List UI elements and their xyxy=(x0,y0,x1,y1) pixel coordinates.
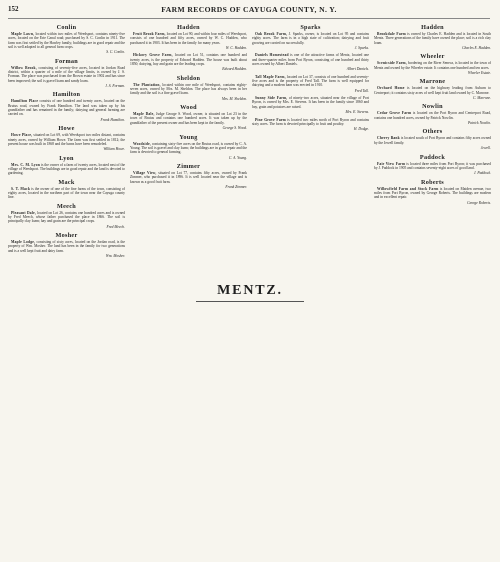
farm-name: Maple Lawn, xyxy=(11,32,35,36)
farm-description: situated on Lot 77, contains fifty acres, owned by Frank Zimmer, who purchased it in 1896. It is well located near the village and is known as a good fruit farm. xyxy=(130,170,247,184)
section-heading: Roberts xyxy=(420,178,445,186)
farm-entry xyxy=(8,163,125,176)
farm-owner: Fred Meech. xyxy=(106,224,125,229)
farm-name: Maple Lodge, xyxy=(11,239,36,244)
farm-description: bordering on the River Seneca, is located in the town of Mentz and owned by the Wheeler estate. It contains one hundred and ten acres. xyxy=(374,61,491,70)
farm-name: Brookdale Farm xyxy=(377,32,406,36)
section-heading: Sheldon xyxy=(176,74,201,82)
farm-description: is located three miles from Port Byron; it was purchased by J. Paddock in 1905 and contains seventy-eight acres of good land. xyxy=(374,161,491,170)
farm-description: is the owner of one of the fine farms of the town, consisting of eighty acres, located in the northern part of the town near the Cayuga county line. xyxy=(8,186,125,200)
farm-owner: William Howe. xyxy=(103,147,125,152)
page-title: FARM RECORDS OF CAYUGA COUNTY, N. Y. xyxy=(161,5,337,14)
farm-description: is located on the highway leading from Auburn to Centreport; it contains sixty acres of well kept fruit land owned by C. Marrone. xyxy=(374,86,491,95)
farm-owner: Charles E. Hadden. xyxy=(462,46,491,51)
farm-owner: Frank Zimmer. xyxy=(225,184,247,189)
farm-name: Willow Brook, xyxy=(11,65,37,70)
farm-description: is located on Maiden avenue, two miles from Port Byron, owned by George Roberts. The buildings are modern and in excellent repair. xyxy=(374,186,491,200)
section-heading: Wood xyxy=(180,104,197,112)
farm-entry xyxy=(130,83,247,96)
farm-entry xyxy=(374,61,491,70)
farm-name: Fair View Farm xyxy=(377,161,406,166)
section-heading: Meech xyxy=(56,202,77,210)
farm-description: consisting of sixty acres, located on the Jordan road, is the property of Wm. Mosher. The land has been in the family for two generations and is a well kept fruit and dairy farm. xyxy=(8,239,125,253)
section-heading: Marrone xyxy=(419,78,446,86)
farm-name: Fruit Brook Farm, xyxy=(133,32,166,36)
farm-owner: S. C. Conlin. xyxy=(106,50,125,55)
farm-description: located on Lot 37, consists of one hundred and seventy-five acres and is the property of Fred Tall. The farm is well equipped for dairying and a modern barn was erected in 1910. xyxy=(252,74,369,88)
farm-entry xyxy=(8,211,125,224)
town-heading: MENTZ. xyxy=(217,283,283,298)
farm-name: Mrs. C. M. Lyon xyxy=(11,162,41,167)
farm-name: Pine Grove Farm xyxy=(255,117,286,122)
farm-entry xyxy=(252,53,369,66)
farm-entry xyxy=(8,133,125,146)
section-heading: Howe xyxy=(58,125,75,133)
farm-description: located within one mile of Weedsport, contains eighty-seven acres, owned by Mrs. M. Sheldon. The place has always been in her family and the soil is a fine gravel loam. xyxy=(130,82,247,96)
farm-name: Daniels Homestead xyxy=(255,53,289,58)
farm-owner: George Roberts. xyxy=(467,200,491,205)
farm-description: located within two miles of Weedsport, contains ninety-five acres, located on the Erie Canal road; purchased by S. C. Conlin in 1911. The farm was first settled by the Hawley family; buildings are in good repair and the soil is well adapted to all general farm crops. xyxy=(8,32,125,50)
farm-description: is located south of Port Byron and contains fifty acres owned by the Jewell family. xyxy=(374,136,491,145)
farm-description: is located on the Port Byron and Centreport Road, contains one hundred acres, owned by Patrick Nowlin. xyxy=(374,111,491,120)
farm-description: situated on Lot 69, with Weedsport two miles distant, contains ninety acres, owned by William Howe. The farm was first settled in 1812; the present house was built in 1868 and the barns have been remodeled. xyxy=(8,133,125,146)
farm-owner: J. Sparks. xyxy=(354,46,369,51)
farm-owner: Albert Daniels. xyxy=(346,67,369,72)
farm-entry xyxy=(8,66,125,83)
farm-entry xyxy=(252,75,369,88)
farm-owner: Jewell. xyxy=(480,146,491,151)
farm-entry xyxy=(252,32,369,45)
farm-name: The Plantation, xyxy=(133,82,161,87)
section-heading: Paddock xyxy=(419,153,446,161)
farm-owner: George S. Wood. xyxy=(222,126,247,131)
column-4 xyxy=(374,21,491,559)
section-heading: Hadden xyxy=(177,24,200,31)
section-heading: Hamilton xyxy=(52,91,81,99)
farm-name: Maple Dale, xyxy=(133,112,155,117)
farm-description: consisting of seventy-five acres, located in Jordan Road district, within a quarter of a mile of the village limits, is owned by J. S. Forman. The place was purchased from the Brown estate in 1902 and has since been improved; the soil is gravel loam and sandy loam. xyxy=(8,65,125,83)
farm-owner: C. A. Young. xyxy=(228,155,247,160)
farm-owner: W. C. Hadden. xyxy=(225,46,247,51)
farm-description: is located two miles north of Port Byron and contains sixty acres. The farm is devoted principally to fruit and poultry. xyxy=(252,117,369,126)
farm-name: Sunny Side Farm, xyxy=(255,96,288,101)
farm-description: is the owner of a farm of twenty acres, located east of the village of Weedsport. The buildings are in good repair and the land is devoted to gardening. xyxy=(8,162,125,176)
column-1 xyxy=(8,21,125,559)
farm-description: J. Sparks, owner, is located on Lot 95 and contains eighty acres. The farm is in a high state of cultivation; dairying and fruit growing are carried on successfully. xyxy=(252,32,369,45)
farm-entry xyxy=(252,96,369,109)
farm-name: S. T. Mack xyxy=(11,186,31,191)
section-heading: Sparks xyxy=(300,24,321,31)
section-heading: Lyon xyxy=(59,154,74,162)
farm-entry xyxy=(8,187,125,200)
farm-owner: Mrs. M. Sheldon. xyxy=(221,96,247,101)
farm-name: Hickory Grove Farm, xyxy=(133,53,173,58)
farm-description: is owned by Charles E. Hadden and is located in South Mentz. Three generations of the family have owned the place; soil is a rich clay loam. xyxy=(374,32,491,45)
heading-rule xyxy=(196,301,304,302)
farm-entry xyxy=(8,240,125,253)
farm-name: Hamilton Place xyxy=(11,99,39,104)
farm-description: consists of one hundred and twenty acres, located on the Brutus road, owned by Frank Hamilton. The land was taken up by his grandfather and has remained in the family; dairying and general farming are carried on. xyxy=(8,99,125,117)
section-heading: Zimmer xyxy=(176,162,201,170)
farm-owner: Patrick Nowlin. xyxy=(467,121,491,126)
section-heading: Wheeler xyxy=(420,53,445,61)
section-heading: Mack xyxy=(58,178,75,186)
farm-name: Pleasant Dale, xyxy=(11,210,36,215)
farm-owner: J. Paddock. xyxy=(473,171,491,176)
farm-owner: Edward Hadden. xyxy=(222,67,247,72)
farm-entry xyxy=(374,136,491,145)
farm-entry xyxy=(374,86,491,95)
section-heading: Conlin xyxy=(56,24,77,31)
farm-name: Howe Place, xyxy=(11,133,33,138)
farm-name: Cedar Grove Farm xyxy=(377,111,412,116)
farm-name: Orchard Home xyxy=(377,86,405,91)
farm-description: located on Lot 51, contains one hundred and twenty acres, is the property of Edward Hadden. The house was built about 1850; dairying, hay and grain are the leading crops. xyxy=(130,53,247,67)
farm-description: is one of the attractive farms of Mentz, located one and three-quarter miles from Port Byron, consisting of one hundred and thirty acres owned by Albert Daniels. xyxy=(252,53,369,67)
section-heading: Forman xyxy=(54,57,79,65)
farm-description: located on Lot 90, and within four miles of Weedsport, consists of one hundred and fifty acres, owned by W. C. Hadden, who purchased it in 1903. It has been in the family for many years. xyxy=(130,32,247,45)
farm-name: Oak Brook Farm, xyxy=(255,32,288,36)
farm-entry xyxy=(130,171,247,184)
farm-entry xyxy=(130,142,247,155)
farm-owner: H. Dodge. xyxy=(353,127,369,132)
section-heading: Hadden xyxy=(421,24,444,31)
farm-description: containing sixty-five acres on the Brutus road, is owned by C. A. Young. The soil is gravel and clay loam; the buildings are in good repair and the farm is devoted to general farming. xyxy=(130,141,247,155)
farm-description: of ninety-two acres, situated near the village of Port Byron, is owned by Mrs. E. Stevens. It has been in the family since 1860 and hay, grain and potatoes are raised. xyxy=(252,96,369,109)
farm-owner: Wheeler Estate. xyxy=(467,71,491,76)
section-heading: Young xyxy=(179,133,198,141)
farm-entry xyxy=(374,111,491,120)
farm-entry xyxy=(252,118,369,127)
farm-entry xyxy=(8,99,125,116)
farm-entry xyxy=(374,162,491,171)
farm-owner: Wm. Mosher. xyxy=(105,254,125,258)
farm-owner: C. Marrone. xyxy=(473,96,491,101)
farm-name: Scenicside Farm, xyxy=(377,61,407,66)
farm-owner: Fred Tall. xyxy=(354,88,369,93)
section-heading: Others xyxy=(422,128,443,136)
farm-entry xyxy=(130,112,247,125)
farm-description: located on Lot 26, contains one hundred acres and is owned by Fred Meech, whose father purchased the place in 1866. The soil is principally clay loam; hay and grain are the principal crops. xyxy=(8,210,125,224)
farm-name: Willowfield Farm and Stock Farm xyxy=(377,186,439,191)
farm-owner: Mrs. E. Stevens. xyxy=(345,110,369,115)
farm-name: Cherry Bank xyxy=(377,136,400,141)
farm-owner: J. S. Forman. xyxy=(105,84,125,89)
farm-entry xyxy=(130,32,247,45)
farm-name: Village View, xyxy=(133,170,157,175)
farm-owner: Frank Hamilton. xyxy=(100,117,125,122)
farm-name: Tall Maple Farm, xyxy=(255,74,286,79)
section-heading: Mosher xyxy=(55,231,78,239)
farm-entry xyxy=(8,32,125,49)
page-number: 152 xyxy=(8,5,19,13)
farm-description: Judge George S. Wood, owner, is situated on Lot 23 in the town of Brutus and contains one hundred acres. It was taken up by the grandfather of the present owner and has been kept in the family. xyxy=(130,112,247,125)
farm-name: Woodside, xyxy=(133,141,151,146)
farm-entry xyxy=(130,53,247,66)
farm-entry xyxy=(374,32,491,45)
section-heading: Nowlin xyxy=(422,103,443,111)
page-header xyxy=(8,4,490,19)
farm-entry xyxy=(374,187,491,200)
